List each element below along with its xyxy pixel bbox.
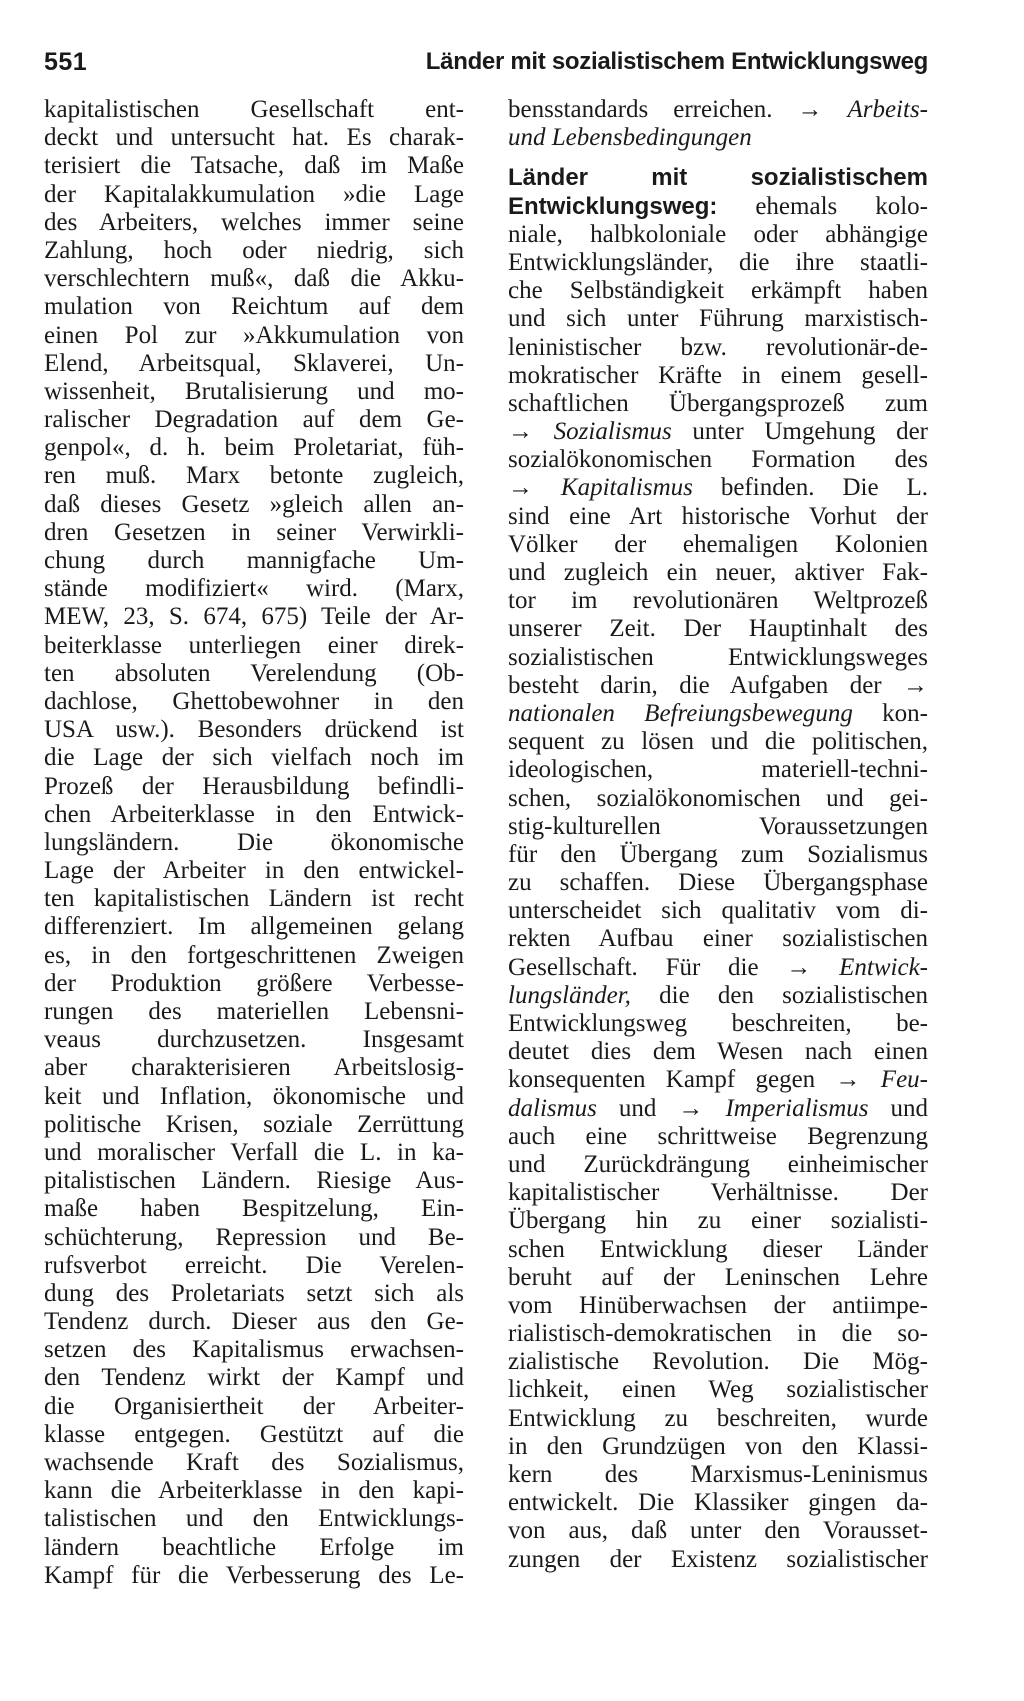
text-line bbox=[44, 913, 464, 941]
text-line bbox=[44, 632, 464, 660]
text-line bbox=[44, 491, 464, 519]
text-line bbox=[44, 209, 464, 237]
text-segment: für den Übergang zum Sozialismus bbox=[508, 840, 928, 868]
text-line bbox=[44, 124, 464, 152]
text-line bbox=[508, 644, 928, 672]
text-line bbox=[44, 1505, 464, 1533]
text-segment: talistischen und den Entwicklungs- bbox=[44, 1505, 464, 1533]
text-line bbox=[508, 1095, 928, 1123]
text-segment: einen Pol zur »Akkumulation von bbox=[44, 321, 464, 349]
text-segment: besteht darin, die Aufgaben der → bbox=[508, 671, 928, 699]
text-line bbox=[508, 446, 928, 474]
text-segment: unter Umgehung der bbox=[671, 418, 928, 446]
text-segment: kon- bbox=[852, 699, 928, 727]
text-segment: zialistische Revolution. Die Mög- bbox=[508, 1348, 928, 1376]
text-line bbox=[44, 885, 464, 913]
text-segment: USA usw.). Besonders drückend ist bbox=[44, 716, 464, 744]
text-line bbox=[508, 1489, 928, 1517]
text-line bbox=[508, 1151, 928, 1179]
text-segment: befinden. Die L. bbox=[692, 474, 928, 502]
text-line bbox=[44, 1280, 464, 1308]
page-number: 551 bbox=[44, 48, 88, 76]
text-line bbox=[508, 587, 928, 615]
text-segment: Zahlung, hoch oder niedrig, sich bbox=[44, 236, 464, 264]
text-segment: vom Hinüberwachsen der antiimpe- bbox=[508, 1291, 928, 1319]
text-line bbox=[44, 801, 464, 829]
text-segment: beiterklasse unterliegen einer direk- bbox=[44, 631, 464, 659]
text-segment: unterscheidet sich qualitativ vom di- bbox=[508, 897, 928, 925]
text-segment: ländern beachtliche Erfolge im bbox=[44, 1533, 464, 1561]
text-segment: Gesellschaft. Für die → bbox=[508, 953, 840, 981]
cross-reference: Feu- bbox=[880, 1066, 928, 1094]
text-segment: Entwicklungsweg beschreiten, be- bbox=[508, 1010, 928, 1037]
text-segment: politische Krisen, soziale Zerrüttung bbox=[44, 1110, 464, 1138]
text-segment: bensstandards erreichen. → bbox=[508, 96, 848, 123]
text-line bbox=[44, 1562, 464, 1590]
text-segment: veaus durchzusetzen. Insgesamt bbox=[44, 1026, 464, 1054]
text-segment: entwickelt. Die Klassiker gingen da- bbox=[508, 1489, 928, 1517]
text-line bbox=[508, 1236, 928, 1264]
text-segment: ren muß. Marx betonte zugleich, bbox=[44, 462, 464, 490]
running-head: Länder mit sozialistischem Entwicklungsweg bbox=[425, 48, 928, 75]
text-line bbox=[508, 531, 928, 559]
text-segment: keit und Inflation, ökonomische und bbox=[44, 1082, 464, 1110]
text-segment: klasse entgegen. Gestützt auf die bbox=[44, 1420, 464, 1448]
text-segment: schen Entwicklung dieser Länder bbox=[508, 1235, 928, 1263]
text-line bbox=[44, 660, 464, 688]
text-segment: schüchterung, Repression und Be- bbox=[44, 1223, 464, 1251]
text-segment: deutet dies dem Wesen nach einen bbox=[508, 1038, 928, 1066]
text-segment: von aus, daß unter den Vorausset- bbox=[508, 1517, 928, 1545]
text-line bbox=[508, 164, 928, 192]
text-segment: sind eine Art historische Vorhut der bbox=[508, 502, 928, 530]
cross-reference: dalismus bbox=[508, 1094, 597, 1122]
text-segment: schaftlichen Übergangsprozeß zum bbox=[508, 389, 928, 417]
right-column bbox=[508, 96, 928, 1574]
text-segment: Entwicklung zu beschreiten, wurde bbox=[508, 1404, 928, 1432]
text-segment: → bbox=[508, 418, 554, 446]
text-line bbox=[44, 970, 464, 998]
entry-headword: Entwicklungsweg: bbox=[508, 192, 718, 220]
text-line bbox=[44, 716, 464, 744]
text-line bbox=[44, 1477, 464, 1505]
text-line bbox=[508, 418, 928, 446]
text-segment: und → bbox=[596, 1094, 726, 1122]
text-segment: Elend, Arbeitsqual, Sklaverei, Un- bbox=[44, 349, 464, 377]
text-line bbox=[44, 378, 464, 406]
text-line bbox=[44, 1308, 464, 1336]
text-line bbox=[508, 1010, 928, 1038]
text-segment: Übergang hin zu einer sozialisti- bbox=[508, 1207, 928, 1235]
text-line bbox=[508, 897, 928, 925]
text-line bbox=[508, 96, 928, 124]
text-line bbox=[44, 1449, 464, 1477]
text-line bbox=[508, 1405, 928, 1433]
text-segment: stände modifiziert« wird. (Marx, bbox=[44, 575, 464, 603]
text-segment: mulation von Reichtum auf dem bbox=[44, 293, 464, 321]
text-line bbox=[44, 998, 464, 1026]
text-segment: differenziert. Im allgemeinen gelang bbox=[44, 913, 464, 941]
text-segment: ten kapitalistischen Ländern ist recht bbox=[44, 885, 464, 913]
text-segment: verschlechtern muß«, daß die Akku- bbox=[44, 265, 464, 293]
text-line bbox=[508, 1376, 928, 1404]
text-segment: zu schaffen. Diese Übergangsphase bbox=[508, 869, 928, 897]
text-line bbox=[44, 1167, 464, 1195]
text-line bbox=[44, 152, 464, 180]
text-segment: MEW, 23, S. 674, 675) Teile der Ar- bbox=[44, 603, 464, 631]
text-line bbox=[508, 813, 928, 841]
text-segment: schen, sozialökonomischen und gei- bbox=[508, 784, 928, 812]
text-line bbox=[44, 265, 464, 293]
text-segment: kapitalistischen Gesellschaft ent- bbox=[44, 96, 464, 123]
entry-headword: Länder mit sozialistischem bbox=[508, 164, 928, 192]
text-segment: kern des Marxismus-Leninismus bbox=[508, 1461, 928, 1488]
text-line bbox=[44, 1111, 464, 1139]
text-segment: und zugleich ein neuer, aktiver Fak- bbox=[508, 559, 928, 586]
cross-reference: Imperialismus bbox=[725, 1094, 869, 1122]
text-line bbox=[508, 193, 928, 221]
text-line bbox=[44, 322, 464, 350]
text-segment: die Lage der sich vielfach noch im bbox=[44, 744, 464, 772]
cross-reference: Kapitalismus bbox=[560, 474, 693, 502]
text-segment: Kampf für die Verbesserung des Le- bbox=[44, 1561, 464, 1589]
text-segment: chen Arbeiterklasse in den Entwick- bbox=[44, 800, 464, 828]
text-line bbox=[508, 982, 928, 1010]
text-segment: che Selbständigkeit erkämpft haben bbox=[508, 277, 928, 305]
text-line bbox=[508, 841, 928, 869]
text-line bbox=[508, 249, 928, 277]
text-line bbox=[508, 1433, 928, 1461]
text-line bbox=[508, 869, 928, 897]
text-line bbox=[508, 1264, 928, 1292]
text-segment: Entwicklungsländer, die ihre staatli- bbox=[508, 248, 928, 276]
text-segment: ralischer Degradation auf dem Ge- bbox=[44, 406, 464, 434]
text-line bbox=[44, 434, 464, 462]
text-segment: dren Gesetzen in seiner Verwirkli- bbox=[44, 518, 464, 546]
cross-reference: Arbeits- bbox=[847, 96, 928, 123]
text-line bbox=[508, 672, 928, 700]
text-segment: ideologischen, materiell-techni- bbox=[508, 756, 928, 784]
text-segment: und moralischer Verfall die L. in ka- bbox=[44, 1138, 464, 1166]
text-line bbox=[44, 1364, 464, 1392]
text-line bbox=[508, 474, 928, 502]
text-line bbox=[44, 1139, 464, 1167]
text-line bbox=[508, 334, 928, 362]
text-segment: unserer Zeit. Der Hauptinhalt des bbox=[508, 615, 928, 643]
text-segment: der Produktion größere Verbesse- bbox=[44, 969, 464, 997]
text-line bbox=[44, 462, 464, 490]
text-segment: genpol«, d. h. beim Proletariat, füh- bbox=[44, 434, 464, 462]
text-segment: Prozeß der Herausbildung befindli- bbox=[44, 772, 464, 800]
text-line bbox=[44, 603, 464, 631]
cross-reference: lungsländer, bbox=[508, 981, 631, 1009]
text-segment: zungen der Existenz sozialistischer bbox=[508, 1545, 928, 1573]
text-segment: ehemals kolo- bbox=[717, 192, 928, 220]
text-segment: auch eine schrittweise Begrenzung bbox=[508, 1122, 928, 1150]
text-line bbox=[508, 1292, 928, 1320]
text-segment: den Tendenz wirkt der Kampf und bbox=[44, 1364, 464, 1392]
text-segment: → bbox=[508, 474, 561, 502]
text-segment: und bbox=[868, 1094, 928, 1122]
text-segment: es, in den fortgeschrittenen Zweigen bbox=[44, 941, 464, 969]
text-line bbox=[508, 1123, 928, 1151]
text-segment: mokratischer Kräfte in einem gesell- bbox=[508, 361, 928, 389]
text-line bbox=[44, 773, 464, 801]
text-segment: Lage der Arbeiter in den entwickel- bbox=[44, 857, 464, 885]
text-segment: setzen des Kapitalismus erwachsen- bbox=[44, 1336, 464, 1364]
text-line bbox=[44, 1336, 464, 1364]
text-line bbox=[508, 1517, 928, 1545]
text-line bbox=[508, 785, 928, 813]
text-segment: stig-kulturellen Voraussetzungen bbox=[508, 812, 928, 840]
text-line bbox=[44, 1026, 464, 1054]
text-line bbox=[44, 293, 464, 321]
text-line bbox=[44, 1195, 464, 1223]
text-line bbox=[508, 756, 928, 784]
text-line bbox=[44, 547, 464, 575]
text-segment: sequent zu lösen und die politischen, bbox=[508, 728, 928, 756]
text-line bbox=[44, 181, 464, 209]
text-segment: deckt und untersucht hat. Es charak- bbox=[44, 124, 464, 152]
text-segment: dung des Proletariats setzt sich als bbox=[44, 1279, 464, 1307]
text-segment: sozialökonomischen Formation des bbox=[508, 446, 928, 474]
text-segment: rekten Aufbau einer sozialistischen bbox=[508, 925, 928, 953]
text-line bbox=[44, 1224, 464, 1252]
text-line bbox=[508, 1348, 928, 1376]
text-line bbox=[44, 96, 464, 124]
text-segment: des Arbeiters, welches immer seine bbox=[44, 208, 464, 236]
text-segment: lungsländern. Die ökonomische bbox=[44, 828, 464, 856]
text-line bbox=[44, 575, 464, 603]
text-segment: rialistisch-demokratischen in die so- bbox=[508, 1320, 928, 1348]
text-segment: rufsverbot erreicht. Die Verelen- bbox=[44, 1251, 464, 1279]
text-segment: wissenheit, Brutalisierung und mo- bbox=[44, 377, 464, 405]
text-segment: der Kapitalakkumulation »die Lage bbox=[44, 180, 464, 208]
text-segment: die Organisiertheit der Arbeiter- bbox=[44, 1392, 464, 1420]
text-segment: sozialistischen Entwicklungsweges bbox=[508, 643, 928, 671]
text-line bbox=[44, 237, 464, 265]
text-line bbox=[508, 954, 928, 982]
text-line bbox=[44, 1083, 464, 1111]
text-line bbox=[508, 559, 928, 587]
text-segment: lichkeit, einen Weg sozialistischer bbox=[508, 1376, 928, 1404]
text-segment: die den sozialistischen bbox=[630, 981, 928, 1009]
left-column bbox=[44, 96, 464, 1590]
text-segment: wachsende Kraft des Sozialismus, bbox=[44, 1449, 464, 1476]
text-line bbox=[508, 1207, 928, 1235]
page-header bbox=[44, 44, 928, 80]
text-line bbox=[44, 857, 464, 885]
text-line bbox=[508, 390, 928, 418]
text-line bbox=[44, 1393, 464, 1421]
text-line bbox=[508, 1461, 928, 1489]
text-line bbox=[508, 615, 928, 643]
text-line bbox=[44, 829, 464, 857]
text-segment: Tendenz durch. Dieser aus den Ge- bbox=[44, 1308, 464, 1336]
text-line bbox=[44, 688, 464, 716]
text-segment: maße haben Bespitzelung, Ein- bbox=[44, 1195, 464, 1223]
text-line bbox=[508, 728, 928, 756]
text-line bbox=[44, 942, 464, 970]
text-line bbox=[44, 1534, 464, 1562]
cross-reference: Sozialismus bbox=[553, 418, 672, 446]
text-line bbox=[44, 350, 464, 378]
cross-reference: und Lebensbedingungen bbox=[508, 124, 752, 152]
text-segment: leninistischer bzw. revolutionär-de- bbox=[508, 333, 928, 361]
text-line bbox=[44, 406, 464, 434]
text-segment: tor im revolutionären Weltprozeß bbox=[508, 587, 928, 615]
text-line bbox=[44, 1054, 464, 1082]
text-line bbox=[508, 305, 928, 333]
text-segment: in den Grundzügen von den Klassi- bbox=[508, 1432, 928, 1460]
text-line bbox=[44, 1252, 464, 1280]
text-line bbox=[508, 124, 928, 152]
text-segment: beruht auf der Leninschen Lehre bbox=[508, 1263, 928, 1291]
text-line bbox=[508, 700, 928, 728]
text-segment: chung durch mannigfache Um- bbox=[44, 547, 464, 574]
text-segment: kapitalistischer Verhältnisse. Der bbox=[508, 1179, 928, 1207]
text-line bbox=[508, 1320, 928, 1348]
text-segment: und sich unter Führung marxistisch- bbox=[508, 305, 928, 333]
text-line bbox=[508, 1179, 928, 1207]
text-line bbox=[508, 1546, 928, 1574]
text-line bbox=[508, 277, 928, 305]
text-segment: dachlose, Ghettobewohner in den bbox=[44, 687, 464, 715]
text-segment: rungen des materiellen Lebensni- bbox=[44, 998, 464, 1025]
text-segment: pitalistischen Ländern. Riesige Aus- bbox=[44, 1167, 464, 1195]
text-line bbox=[508, 925, 928, 953]
text-segment: konsequenten Kampf gegen → bbox=[508, 1066, 881, 1094]
text-line bbox=[44, 1421, 464, 1449]
text-segment: und Zurückdrängung einheimischer bbox=[508, 1150, 928, 1178]
text-line bbox=[508, 221, 928, 249]
text-line bbox=[508, 503, 928, 531]
text-line bbox=[508, 1038, 928, 1066]
text-segment: kann die Arbeiterklasse in den kapi- bbox=[44, 1477, 464, 1505]
text-segment: aber charakterisieren Arbeitslosig- bbox=[44, 1054, 464, 1082]
text-line bbox=[508, 362, 928, 390]
text-segment: ten absoluten Verelendung (Ob- bbox=[44, 659, 464, 687]
text-segment: Völker der ehemaligen Kolonien bbox=[508, 530, 928, 558]
text-line bbox=[44, 519, 464, 547]
cross-reference: nationalen Befreiungsbewegung bbox=[508, 699, 853, 727]
text-segment: daß dieses Gesetz »gleich allen an- bbox=[44, 490, 464, 518]
cross-reference: Entwick- bbox=[839, 953, 928, 981]
text-line bbox=[44, 744, 464, 772]
text-segment: terisiert die Tatsache, daß im Maße bbox=[44, 152, 464, 180]
text-segment: niale, halbkoloniale oder abhängige bbox=[508, 220, 928, 248]
text-line bbox=[508, 1066, 928, 1094]
